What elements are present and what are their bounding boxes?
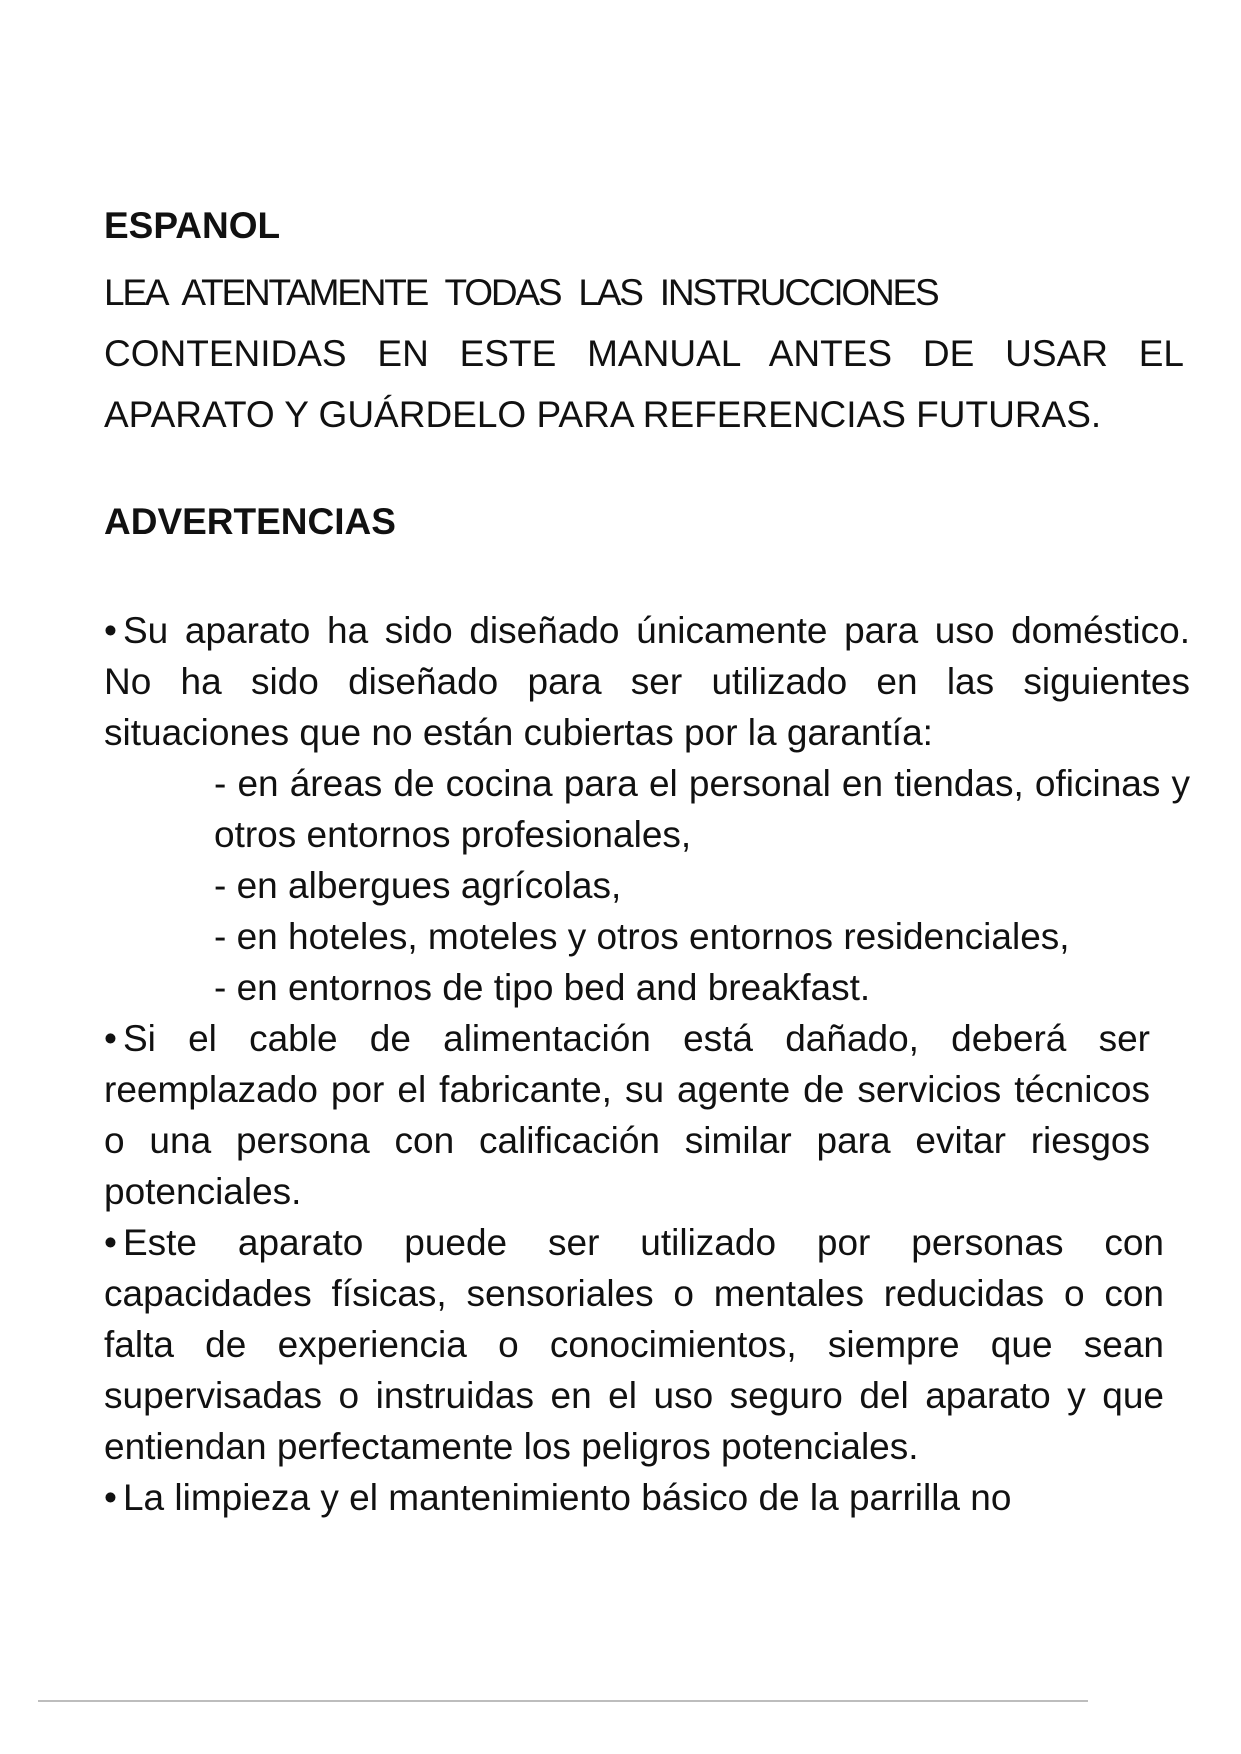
bullet-icon: • <box>104 610 117 651</box>
warning-text: Si el cable de alimentación está dañado, deberá ser reemplazado por el fabricante, su agente de servicios técnicos o una persona con calificación similar para evitar riesgos potenciales. <box>104 1018 1150 1212</box>
intro-line: CONTENIDAS EN ESTE MANUAL ANTES DE USAR EL <box>104 333 1184 374</box>
sublist-item: - en albergues agrícolas, <box>214 865 622 906</box>
bullet-icon: • <box>104 1477 117 1518</box>
warnings-list <box>104 605 1190 1523</box>
sublist-item: - en áreas de cocina para el personal en tiendas, oficinas y otros entornos profesionales, <box>214 763 1190 855</box>
warning-text: La limpieza y el mantenimiento básico de la parrilla no <box>122 1477 1012 1518</box>
warning-item <box>104 605 1190 758</box>
bullet-icon: • <box>104 1018 117 1059</box>
intro-line: APARATO Y GUÁRDELO PARA REFERENCIAS FUTURAS. <box>104 394 1102 435</box>
bullet-icon: • <box>104 1222 117 1263</box>
footer-divider <box>38 1700 1088 1702</box>
warning-sublist <box>104 758 1190 1013</box>
sublist-item: - en hoteles, moteles y otros entornos residenciales, <box>214 916 1070 957</box>
warning-item <box>104 1217 1164 1472</box>
warning-text: Su aparato ha sido diseñado únicamente para uso doméstico. No ha sido diseñado para ser utilizado en las siguientes situaciones que no están cubiertas por la garantía: <box>104 610 1190 753</box>
warning-item <box>104 1013 1150 1217</box>
warnings-heading: ADVERTENCIAS <box>104 501 396 542</box>
intro-paragraph <box>104 262 1184 445</box>
language-heading: ESPANOL <box>104 205 281 246</box>
sublist-item: - en entornos de tipo bed and breakfast. <box>214 967 871 1008</box>
warning-text: Este aparato puede ser utilizado por personas con capacidades físicas, sensoriales o mentales reducidas o con falta de experiencia o conocimientos, siempre que sean supervisadas o instruidas en el uso seguro del aparato y que entiendan perfectamente los peligros potenciales. <box>104 1222 1164 1467</box>
warning-item <box>104 1472 1190 1523</box>
intro-line: LEA ATENTAMENTE TODAS LAS INSTRUCCIONES <box>104 272 938 313</box>
